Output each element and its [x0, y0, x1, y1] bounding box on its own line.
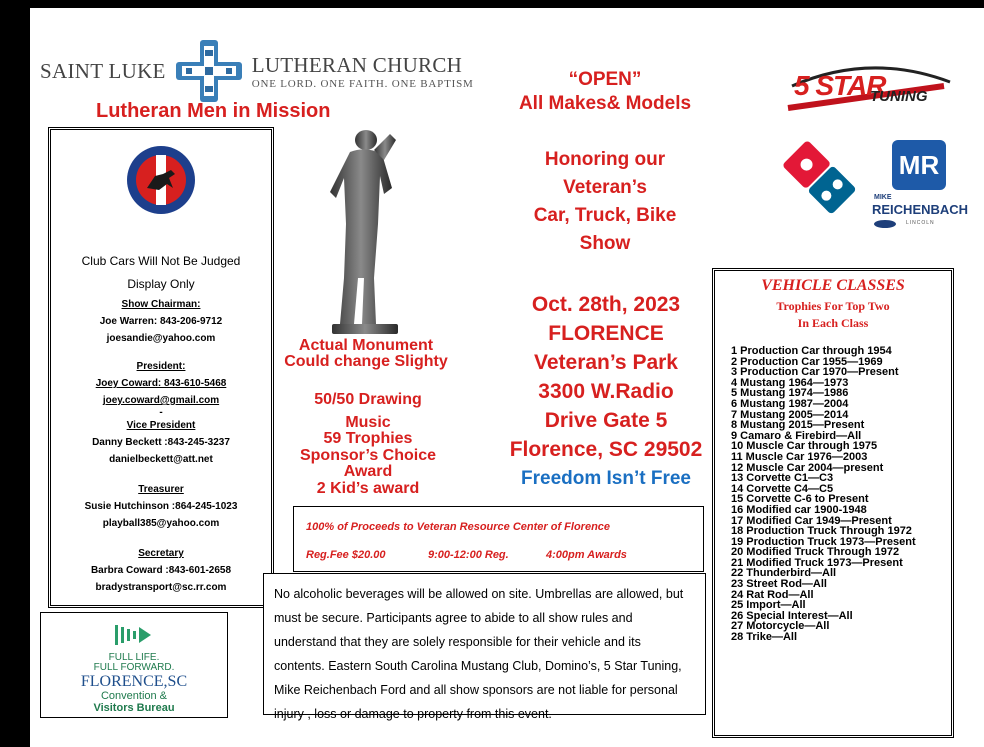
class-item: 5 Mustang 1974—1986	[731, 387, 849, 400]
makes-label: All Makes& Models	[518, 93, 692, 114]
cross-logo-icon	[170, 38, 248, 104]
five-star-text: 5 STAR	[794, 70, 886, 101]
florence-line-3: FLORENCE,SC	[80, 673, 188, 690]
president-email: joey.coward@gmail.com	[102, 395, 220, 406]
class-item: 17 Modified Car 1949—Present	[731, 514, 892, 527]
class-item: 12 Muscle Car 2004—present	[731, 461, 884, 474]
vice-president-contact: Danny Beckett :843-245-3237	[92, 437, 230, 448]
honor-line-2: Veteran’s	[563, 177, 647, 198]
monument-statue-icon	[318, 128, 410, 336]
event-park: Veteran’s Park	[534, 351, 678, 374]
tuning-text: TUNING	[870, 88, 928, 105]
class-item: 10 Muscle Car through 1975	[731, 440, 878, 453]
class-item: 13 Corvette C1—C3	[731, 472, 834, 485]
classes-subtitle-1: Trophies For Top Two	[776, 299, 890, 313]
mike-reichenbach-logo	[866, 140, 984, 236]
class-item: 8 Mustang 2015—Present	[731, 419, 865, 432]
men-in-mission: Lutheran Men in Mission	[96, 100, 331, 122]
vice-president-email: danielbeckett@att.net	[109, 454, 213, 465]
feature-music: Music	[345, 413, 391, 431]
honor-line-4: Show	[579, 233, 631, 254]
honor-line-1: Honoring our	[544, 149, 666, 170]
chair-title: Show Chairman:	[121, 299, 201, 310]
event-address-2: Drive Gate 5	[544, 409, 668, 432]
treasurer-email: playball385@yahoo.com	[102, 518, 220, 529]
chair-contact: Joe Warren: 843-206-9712	[99, 316, 223, 327]
vice-president-title: Vice President	[126, 420, 196, 431]
arrow-bars-icon	[113, 621, 153, 649]
disclaimer-text: No alcoholic beverages will be allowed on site. Umbrellas are allowed, but must be secure. Participants agree to abide to all show rules and understand that they are solely responsible for their vehicle and its contents. Eastern South Carolina Mustang Club, Domino’s, 5 Star Tuning, Mike Reichenbach Ford and all show sponsors are not liable for personal injury , loss or damage to property from this event.	[274, 587, 684, 721]
freedom-slogan: Freedom Isn’t Free	[521, 468, 691, 489]
chair-email: joesandie@yahoo.com	[106, 333, 216, 344]
honoring-block	[490, 146, 720, 258]
class-item: 4 Mustang 1964—1973	[731, 376, 849, 389]
event-city-state: Florence, SC 29502	[509, 438, 703, 461]
honor-line-3: Car, Truck, Bike	[533, 205, 677, 226]
feature-trophies: 59 Trophies	[323, 430, 413, 447]
mike-text: MIKE	[874, 194, 892, 201]
class-item: 16 Modified car 1900-1948	[731, 503, 867, 516]
florence-cvb-logo	[40, 612, 228, 718]
church-name-right: LUTHERAN CHURCH	[251, 52, 463, 77]
class-item: 6 Mustang 1987—2004	[731, 397, 849, 410]
feature-sponsor-1: Sponsor’s Choice	[299, 446, 437, 464]
five-star-tuning-logo	[784, 58, 956, 116]
classes-list	[731, 346, 951, 643]
open-label: “OPEN”	[568, 69, 642, 90]
class-item: 24 Rat Rod—All	[731, 588, 814, 601]
mustang-club-badge-icon	[125, 144, 197, 216]
lincoln-text: LINCOLN	[906, 220, 935, 226]
treasurer-contact: Susie Hutchinson :864-245-1023	[84, 501, 238, 512]
class-item: 28 Trike—All	[731, 631, 798, 644]
feature-drawing: 50/50 Drawing	[314, 391, 422, 408]
church-logo	[40, 38, 474, 104]
treasurer-title: Treasurer	[138, 484, 184, 495]
monument-line-1: Actual Monument	[298, 337, 434, 354]
class-item: 2 Production Car 1955—1969	[731, 355, 883, 368]
secretary-contact: Barbra Coward :843-601-2658	[90, 565, 232, 576]
display-only-note: Display Only	[127, 277, 195, 291]
ford-oval-icon	[874, 220, 896, 228]
classes-subtitle-2: In Each Class	[797, 316, 869, 330]
proceeds-box	[293, 506, 704, 572]
florence-line-5: Visitors Bureau	[93, 702, 175, 714]
event-address-1: 3300 W.Radio	[538, 380, 674, 403]
class-item: 20 Modified Truck Through 1972	[731, 546, 900, 559]
class-item: 21 Modified Truck 1973—Present	[731, 556, 903, 569]
florence-text	[41, 653, 227, 714]
florence-line-1: FULL LIFE.	[108, 652, 160, 663]
club-cars-note: Club Cars Will Not Be Judged	[81, 254, 241, 268]
feature-kids: 2 Kid’s award	[316, 479, 420, 497]
event-city: FLORENCE	[548, 322, 664, 345]
monument-line-2: Could change Slighty	[284, 353, 448, 370]
event-date: Oct. 28th, 2023	[531, 293, 681, 316]
awards-time: 4:00pm Awards	[546, 549, 627, 561]
registration-fee: Reg.Fee $20.00	[306, 549, 386, 561]
class-item: 27 Motorcycle—All	[731, 620, 830, 633]
event-features	[286, 392, 450, 497]
secretary-email: bradystransport@sc.rr.com	[95, 582, 227, 593]
class-item: 23 Street Rod—All	[731, 578, 827, 591]
secretary-title: Secretary	[138, 548, 184, 559]
class-item: 19 Production Truck 1973—Present	[731, 535, 916, 548]
separator-dash: -	[159, 407, 163, 418]
class-item: 14 Corvette C4—C5	[731, 482, 834, 495]
class-item: 25 Import—All	[731, 599, 806, 612]
dominos-logo-icon	[780, 138, 860, 218]
class-item: 7 Mustang 2005—2014	[731, 408, 849, 421]
florence-line-4: Convention &	[100, 690, 168, 702]
class-item: 22 Thunderbird—All	[731, 567, 837, 580]
vehicle-classes-panel	[712, 268, 954, 738]
mr-badge: MR	[892, 140, 946, 190]
registration-time: 9:00-12:00 Reg.	[428, 549, 509, 561]
president-title: President:	[136, 361, 186, 372]
class-item: 3 Production Car 1970—Present	[731, 366, 899, 379]
church-name-left: SAINT LUKE	[40, 58, 166, 83]
event-details	[486, 290, 726, 493]
class-item: 15 Corvette C-6 to Present	[731, 493, 869, 506]
class-item: 1 Production Car through 1954	[731, 345, 892, 357]
president-contact: Joey Coward: 843-610-5468	[95, 378, 227, 389]
proceeds-line: 100% of Proceeds to Veteran Resource Center of Florence	[306, 521, 611, 533]
open-heading	[490, 68, 720, 116]
feature-sponsor-2: Award	[343, 463, 393, 480]
class-item: 11 Muscle Car 1976—2003	[731, 450, 868, 463]
class-item: 26 Special Interest—All	[731, 609, 853, 622]
class-item: 9 Camaro & Firebird—All	[731, 429, 862, 442]
class-item: 18 Production Truck Through 1972	[731, 525, 912, 538]
classes-title: VEHICLE CLASSES	[761, 277, 905, 294]
contacts-panel	[48, 127, 274, 608]
disclaimer-box	[263, 573, 706, 721]
monument-note	[280, 338, 452, 370]
reichenbach-text: REICHENBACH	[872, 202, 969, 217]
florence-line-2: FULL FORWARD.	[93, 662, 175, 673]
church-tagline: ONE LORD. ONE FAITH. ONE BAPTISM	[251, 77, 474, 90]
